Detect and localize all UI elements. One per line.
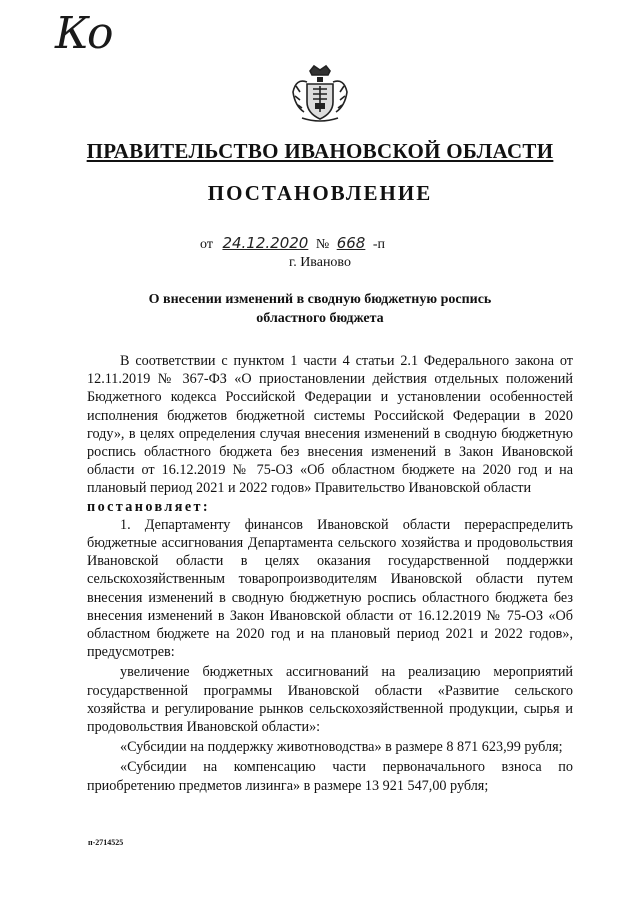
document-type: ПОСТАНОВЛЕНИЕ — [207, 181, 433, 205]
resolution-word: постановляет: — [87, 498, 211, 515]
date-prefix: от — [200, 237, 213, 252]
document-dateline — [200, 234, 385, 253]
subsidy-leasing-paragraph: «Субсидии на компенсацию части первоначального взноса по приобретению предметов лизинга» в размере 13 921 547,00 рубля; — [87, 759, 573, 794]
increase-paragraph: увеличение бюджетных ассигнований на реализацию мероприятий государственной программы Ивановской области «Развитие сельского хозяйства и регулирование рынков сельскохозяйственной продукции, сырья и продовольствия Ивановской области»: — [87, 664, 573, 736]
document-date: 24.12.2020 — [222, 234, 309, 252]
subject-line-2: областного бюджета — [256, 311, 384, 326]
number-label: № — [315, 237, 330, 252]
number-suffix: -п — [372, 237, 385, 252]
intro-paragraph: В соответствии с пунктом 1 части 4 статьи 2.1 Федерального закона от 12.11.2019 № 367-ФЗ «О приостановлении действия отдельных положений Бюджетного кодекса Российской Федерации и установлении особенностей исполнения бюджетов бюджетной системы Российской Федерации в 2020 году», в целях определения случая внесения изменений в сводную бюджетную роспись областного бюджета без внесения изменений в Закон Ивановской области от 16.12.2019 № 75-ОЗ «Об областном бюджете на 2020 год и на плановый период 2021 и 2022 годов» Правительство Ивановской области — [87, 353, 573, 497]
footer-code: п-2714525 — [88, 838, 124, 847]
city-name: г. Иваново — [289, 255, 351, 270]
subject-line-1: О внесении изменений в сводную бюджетную роспись — [148, 292, 492, 307]
government-title: ПРАВИТЕЛЬСТВО ИВАНОВСКОЙ ОБЛАСТИ — [86, 139, 554, 163]
document-body — [87, 352, 573, 795]
coat-of-arms-icon — [288, 62, 352, 126]
item-1-paragraph: 1. Департаменту финансов Ивановской области перераспределить бюджетные ассигнования Департамента сельского хозяйства и продовольствия Ивановской области в целях оказания государственной поддержки сельскохозяйственным товаропроизводителям Ивановской области путем внесения изменений в сводную бюджетную роспись областного бюджета без внесения изменений в Закон Ивановской области от 16.12.2019 № 75-ОЗ «Об областном бюджете на 2020 год и на плановый период 2021 и 2022 годов», предусмотрев: — [87, 516, 573, 661]
subsidy-livestock-paragraph: «Субсидии на поддержку животноводства» в размере 8 871 623,99 рубля; — [120, 739, 563, 756]
document-subject — [0, 290, 640, 328]
document-number: 668 — [336, 234, 366, 252]
handwritten-mark: Ко — [55, 8, 112, 59]
